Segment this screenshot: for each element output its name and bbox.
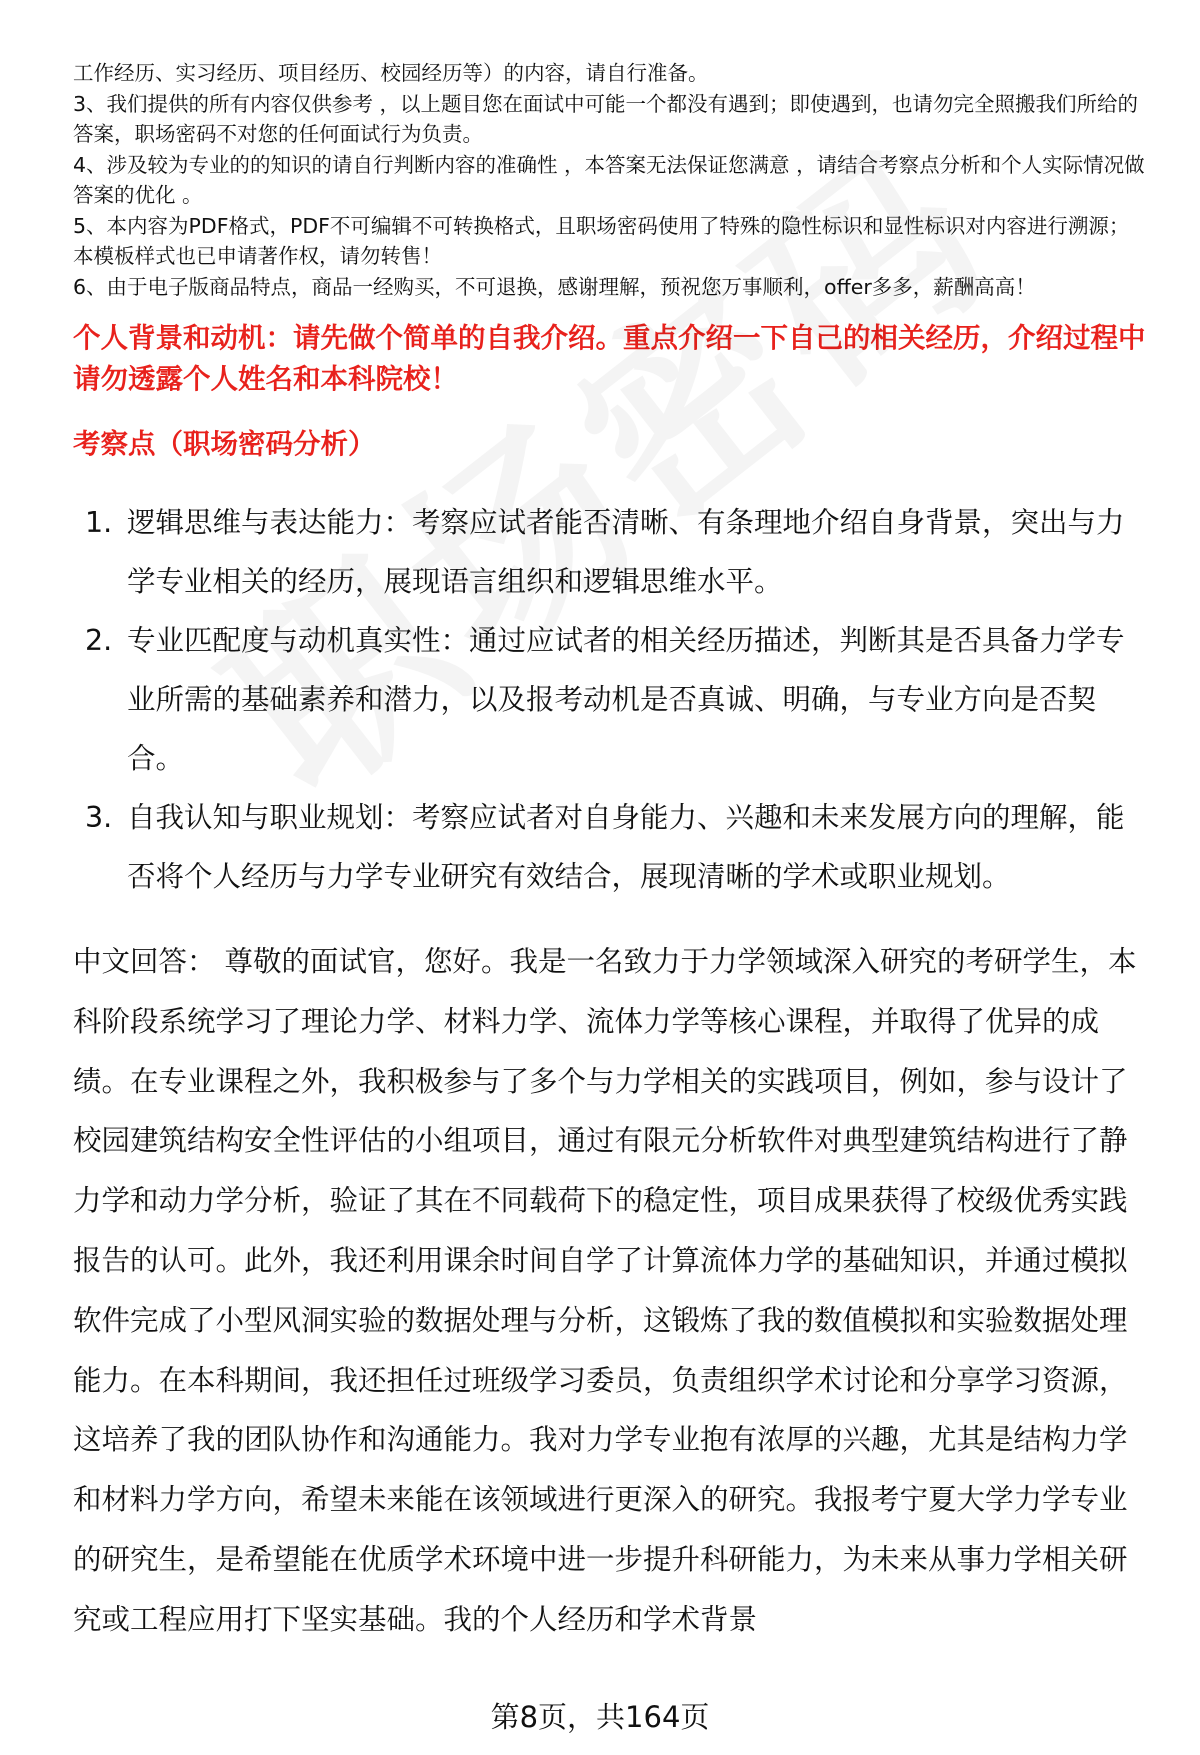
list-item-text: 自我认知与职业规划：考察应试者对自身能力、兴趣和未来发展方向的理解，能否将个人经历与力学专业研究有效结合，展现清晰的学术或职业规划。 — [127, 801, 1125, 893]
list-item-text: 逻辑思维与表达能力：考察应试者能否清晰、有条理地介绍自身背景，突出与力学专业相关的经历，展现语言组织和逻辑思维水平。 — [127, 506, 1125, 598]
analysis-heading: 考察点（职场密码分析） — [73, 428, 376, 460]
list-item-number: 1. — [85, 506, 113, 539]
notes-section — [73, 58, 1148, 302]
note-line: 工作经历、实习经历、项目经历、校园经历等）的内容，请自行准备。 — [73, 61, 709, 85]
page-number-footer: 第8页，共164页 — [490, 1700, 710, 1734]
list-item — [73, 611, 1148, 788]
question-heading: 个人背景和动机：请先做个简单的自我介绍。重点介绍一下自己的相关经历，介绍过程中请勿透露个人姓名和本科院校！ — [73, 322, 1146, 395]
note-line: 5、本内容为PDF格式，PDF不可编辑不可转换格式，且职场密码使用了特殊的隐性标识和显性标识对内容进行溯源；本模板样式也已申请著作权，请勿转售！ — [73, 213, 1130, 268]
list-item-number: 3. — [85, 801, 113, 834]
analysis-points-list — [73, 493, 1148, 906]
list-item — [73, 788, 1148, 906]
note-line: 3、我们提供的所有内容仅供参考 ，以上题目您在面试中可能一个都没有遇到；即使遇到，也请勿完全照搬我们所给的答案，职场密码不对您的任何面试行为负责。 — [73, 91, 1139, 146]
note-line: 4、涉及较为专业的的知识的请自行判断内容的准确性 ，本答案无法保证您满意 ，请结合考察点分析和个人实际情况做答案的优化 。 — [73, 152, 1145, 207]
list-item — [73, 493, 1148, 611]
list-item-number: 2. — [85, 624, 113, 657]
list-item-text: 专业匹配度与动机真实性：通过应试者的相关经历描述，判断其是否具备力学专业所需的基础素养和潜力，以及报考动机是否真诚、明确，与专业方向是否契合。 — [127, 624, 1125, 775]
answer-paragraph: 中文回答： 尊敬的面试官，您好。我是一名致力于力学领域深入研究的考研学生，本科阶段系统学习了理论力学、材料力学、流体力学等核心课程，并取得了优异的成绩。在专业课程之外，我积极参与了多个与力学相关的实践项目，例如，参与设计了校园建筑结构安全性评估的小组项目，通过有限元分析软件对典型建筑结构进行了静力学和动力学分析，验证了其在不同载荷下的稳定性，项目成果获得了校级优秀实践报告的认可。此外，我还利用课余时间自学了计算流体力学的基础知识，并通过模拟软件完成了小型风洞实验的数据处理与分析，这锻炼了我的数值模拟和实验数据处理能力。在本科期间，我还担任过班级学习委员，负责组织学术讨论和分享学习资源，这培养了我的团队协作和沟通能力。我对力学专业抱有浓厚的兴趣，尤其是结构力学和材料力学方向，希望未来能在该领域进行更深入的研究。我报考宁夏大学力学专业的研究生，是希望能在优质学术环境中进一步提升科研能力，为未来从事力学相关研究或工程应用打下坚实基础。我的个人经历和学术背景 — [73, 945, 1137, 1636]
note-line: 6、由于电子版商品特点，商品一经购买，不可退换，感谢理解，预祝您万事顺利，offer多多，薪酬高高！ — [73, 274, 1036, 299]
